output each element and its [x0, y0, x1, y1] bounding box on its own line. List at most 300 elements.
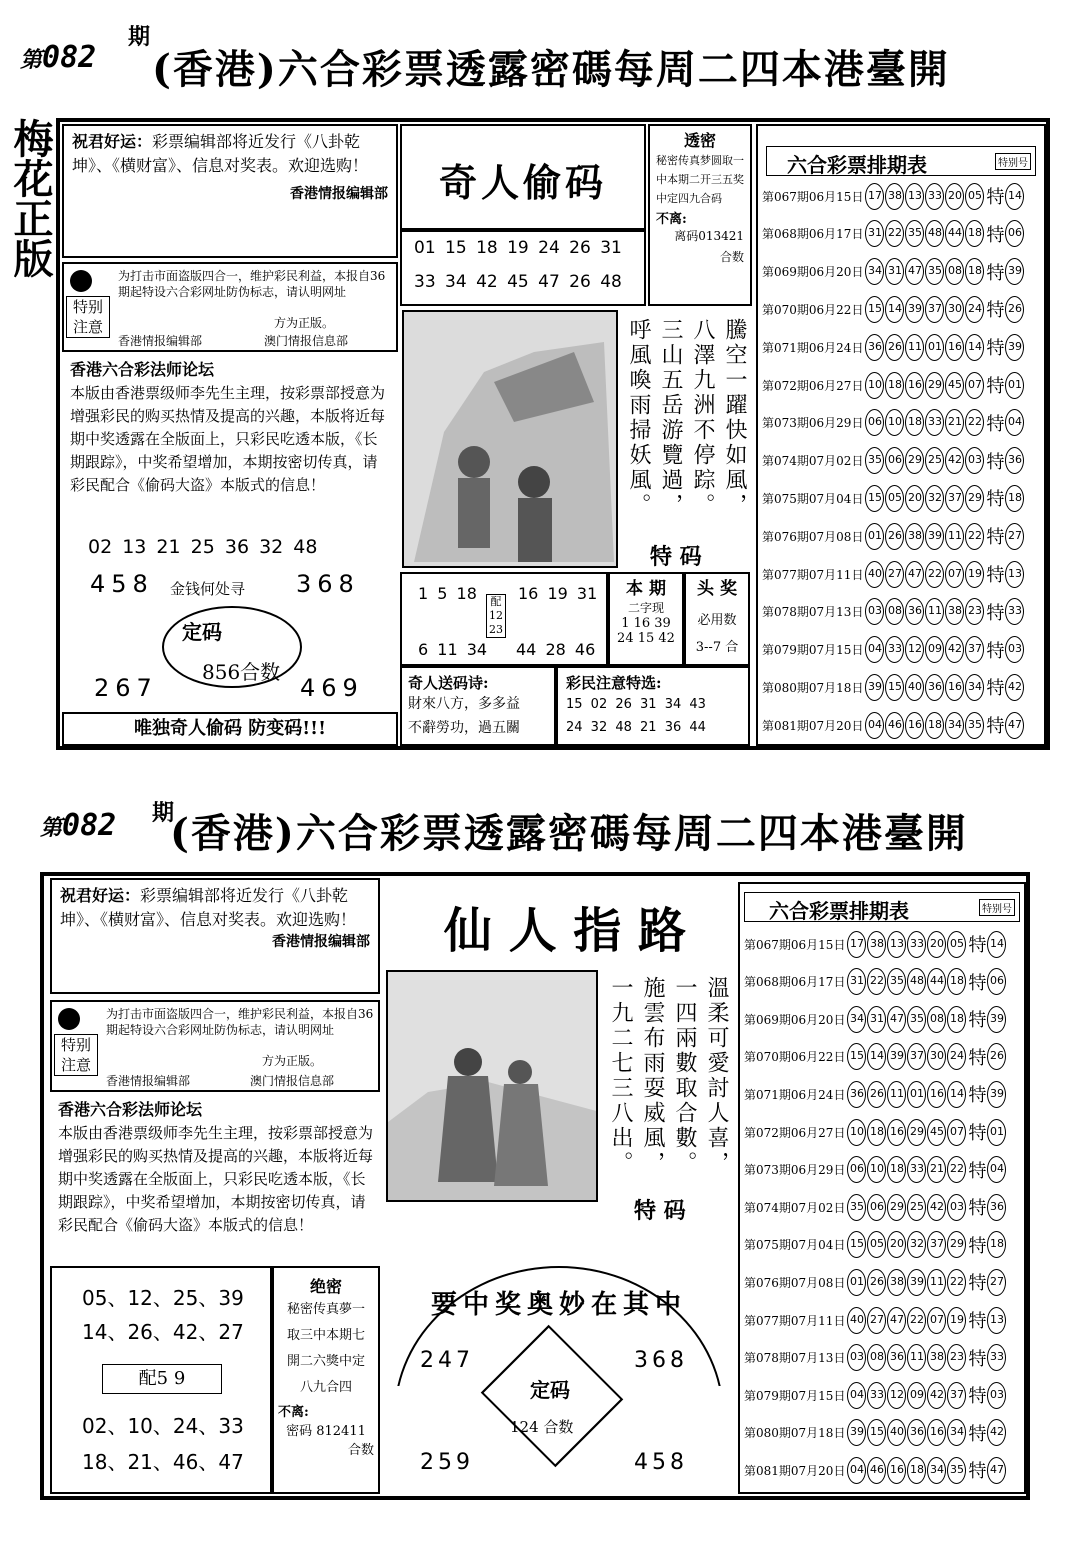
- special-marker: 特: [968, 1273, 987, 1295]
- pair-right-top: 16 19 31: [518, 584, 598, 603]
- special-number-ball: 01: [1005, 372, 1024, 399]
- special-marker: 特: [968, 972, 987, 994]
- number-ball: 40: [887, 1419, 906, 1446]
- number-ball: 47: [905, 561, 924, 588]
- number-ball: 21: [945, 409, 964, 436]
- schedule-row-label: 第075期07月04日: [762, 491, 864, 506]
- bottom-wheel-label: 定码: [530, 1378, 570, 1402]
- number-ball: 33: [907, 931, 926, 958]
- number-ball: 26: [885, 334, 904, 361]
- schedule-row: [744, 964, 1007, 1000]
- number-ball: 48: [907, 968, 926, 995]
- number-ball: 34: [927, 1457, 946, 1484]
- toumi-heshu: 合数: [719, 250, 744, 264]
- toumi-text: 秘密传真梦圆取一中本期二开三五奖中定四九合码: [656, 154, 744, 205]
- number-ball: 22: [965, 523, 984, 550]
- number-ball: 37: [947, 1382, 966, 1409]
- number-ball: 22: [907, 1307, 926, 1334]
- number-ball: 03: [865, 598, 884, 625]
- special-number-ball: 39: [1005, 258, 1024, 285]
- notice-signature: 香港情报编辑部: [290, 186, 388, 202]
- number-ball: 44: [945, 220, 964, 247]
- number-ball: 35: [847, 1194, 866, 1221]
- number-ball: 18: [885, 372, 904, 399]
- special-number-ball: 06: [1005, 220, 1024, 247]
- bottom-poem-col-3: 施雲布雨耍威風，: [640, 976, 665, 1176]
- number-ball: 37: [925, 296, 944, 323]
- bottom-wheel-bl: 259: [420, 1450, 474, 1475]
- special-number-ball: 27: [987, 1269, 1006, 1296]
- number-ball: 29: [965, 485, 984, 512]
- special-number-ball: 47: [1005, 712, 1024, 739]
- special-number-ball: 36: [1005, 447, 1024, 474]
- top-pair-box: [400, 572, 608, 666]
- schedule-row-label: 第080期07月18日: [744, 1426, 846, 1441]
- schedule-row: [744, 1302, 1007, 1338]
- bottom-schedule-title: 六合彩票排期表: [769, 899, 909, 923]
- number-ball: 42: [927, 1382, 946, 1409]
- number-ball: 07: [947, 1119, 966, 1146]
- special-number-ball: 26: [1005, 296, 1024, 323]
- number-ball: 38: [905, 523, 924, 550]
- number-ball: 15: [847, 1043, 866, 1070]
- pair-right-bot: 44 28 46: [516, 640, 596, 659]
- schedule-row: [762, 594, 1025, 630]
- number-ball: 15: [885, 674, 904, 701]
- bottom-wheel-tl: 247: [420, 1348, 474, 1373]
- juemi-l4: 八九合四: [299, 1380, 352, 1395]
- number-ball: 08: [885, 598, 904, 625]
- number-ball: 42: [927, 1194, 946, 1221]
- number-ball: 06: [847, 1156, 866, 1183]
- bottom-title: (香港)六合彩票透露密碼每周二四本港臺開: [170, 810, 968, 857]
- bottom-special-label: 特别注意: [54, 1034, 98, 1076]
- number-ball: 16: [945, 334, 964, 361]
- schedule-row-label: 第075期07月04日: [744, 1238, 846, 1253]
- special-marker: 特: [968, 1311, 987, 1332]
- number-ball: 34: [965, 674, 984, 701]
- special-number-ball: 01: [987, 1119, 1006, 1146]
- schedule-row: [744, 1340, 1007, 1376]
- sage-illustration-icon: [388, 972, 598, 1202]
- number-ball: 10: [867, 1156, 886, 1183]
- wheel-tr: 368: [296, 570, 360, 598]
- number-ball: 15: [865, 296, 884, 323]
- number-ball: 01: [865, 523, 884, 550]
- special-marker: 特: [968, 1461, 987, 1483]
- number-ball: 39: [925, 523, 944, 550]
- caimin-l2: 24 32 48 21 36 44: [566, 720, 706, 735]
- special-sig1: 香港情报编辑部: [118, 334, 203, 348]
- poem-col-2: 八澤九洲不停踪。: [690, 318, 715, 518]
- number-ball: 22: [925, 561, 944, 588]
- number-ball: 38: [945, 598, 964, 625]
- schedule-row-label: 第071期06月24日: [744, 1087, 846, 1102]
- top-schedule-header: [766, 146, 1036, 176]
- bottom-poem-col-2: 一四兩數取合數。: [672, 976, 697, 1176]
- number-ball: 36: [925, 674, 944, 701]
- schedule-row-label: 第073期06月29日: [762, 416, 864, 431]
- top-wheel: [70, 562, 400, 712]
- special-marker: 特: [968, 1085, 987, 1107]
- bottom-wheel-combo: 124 合数: [510, 1418, 574, 1436]
- benqi-title: 本 期: [626, 579, 666, 599]
- schedule-row: [744, 1377, 1007, 1413]
- number-ball: 31: [847, 968, 866, 995]
- number-ball: 07: [927, 1307, 946, 1334]
- number-ball: 31: [865, 220, 884, 247]
- poem-col-3: 三山五岳游覽過，: [658, 318, 683, 518]
- schedule-row-label: 第067期06月15日: [762, 189, 864, 204]
- special-number-ball: 39: [1005, 334, 1024, 361]
- number-ball: 03: [847, 1344, 866, 1371]
- number-ball: 11: [945, 523, 964, 550]
- bottom-poem-col-4: 一九二七三八出。: [608, 976, 633, 1176]
- top-illustration: [402, 310, 618, 568]
- number-ball: 29: [887, 1194, 906, 1221]
- top-benqi-box: [608, 572, 684, 666]
- schedule-row: [744, 1415, 1007, 1451]
- number-ball: 15: [865, 485, 884, 512]
- number-ball: 08: [867, 1344, 886, 1371]
- number-ball: 14: [947, 1081, 966, 1108]
- schedule-row: [762, 216, 1025, 252]
- schedule-row: [744, 1001, 1007, 1037]
- number-ball: 01: [925, 334, 944, 361]
- number-ball: 26: [867, 1081, 886, 1108]
- top-forum: [70, 358, 390, 497]
- special-marker: 特: [986, 640, 1005, 662]
- number-ball: 45: [945, 372, 964, 399]
- number-ball: 18: [965, 258, 984, 285]
- schedule-row: [762, 329, 1025, 365]
- number-ball: 07: [965, 372, 984, 399]
- schedule-row-label: 第070期06月22日: [744, 1050, 846, 1065]
- bottom-issue-suffix: 期: [152, 800, 175, 826]
- special-number-ball: 14: [987, 931, 1006, 958]
- special-number-ball: 03: [987, 1382, 1006, 1409]
- bottom-forum-text: 本版由香港票级师李先生主理，按彩票部授意为增强彩民的购买热情及提高的兴趣，本版将近每期中奖透露在全版面上，只彩民吃透本版，《长期跟踪》，中奖希望增加，本期按密切传真，请彩民配合《偷码大盗》本版式的信息！: [58, 1124, 374, 1234]
- number-ball: 32: [907, 1231, 926, 1258]
- schedule-row-label: 第070期06月22日: [762, 302, 864, 317]
- pair-mid: 配 12 23: [486, 594, 506, 638]
- number-ball: 01: [847, 1269, 866, 1296]
- number-ball: 29: [907, 1119, 926, 1146]
- number-ball: 35: [905, 220, 924, 247]
- number-ball: 39: [865, 674, 884, 701]
- special-number-ball: 06: [987, 968, 1006, 995]
- special-number-ball: 39: [987, 1081, 1006, 1108]
- schedule-row-label: 第073期06月29日: [744, 1163, 846, 1178]
- bottom-forum-heading: 香港六合彩法师论坛: [58, 1100, 203, 1119]
- schedule-row: [762, 291, 1025, 327]
- toujiang-sub: 必用数: [697, 613, 737, 628]
- number-ball: 05: [885, 485, 904, 512]
- number-ball: 40: [847, 1307, 866, 1334]
- number-ball: 35: [865, 447, 884, 474]
- top-footer: 唯独奇人偷码 防变码!!!: [62, 712, 398, 746]
- benqi-l1: 1 16 39: [621, 616, 671, 631]
- number-ball: 34: [847, 1006, 866, 1033]
- wheel-combo: 856合数: [202, 660, 281, 684]
- number-ball: 22: [947, 1156, 966, 1183]
- schedule-row-label: 第076期07月08日: [744, 1275, 846, 1290]
- top-toujiang-box: [684, 572, 750, 666]
- special-number-ball: 04: [987, 1156, 1006, 1183]
- schedule-row-label: 第074期07月02日: [744, 1200, 846, 1215]
- schedule-row-label: 第072期06月27日: [762, 378, 864, 393]
- schedule-row: [744, 1152, 1007, 1188]
- schedule-row: [762, 178, 1025, 214]
- number-ball: 30: [927, 1043, 946, 1070]
- number-ball: 18: [887, 1156, 906, 1183]
- special-number-ball: 26: [987, 1043, 1006, 1070]
- number-ball: 27: [885, 561, 904, 588]
- bomb-icon: [70, 270, 92, 292]
- special-number-ball: 42: [987, 1419, 1006, 1446]
- schedule-row-label: 第077期07月11日: [744, 1313, 846, 1328]
- number-ball: 45: [927, 1119, 946, 1146]
- number-ball: 11: [927, 1269, 946, 1296]
- juemi-buli: 不离:: [278, 1405, 309, 1420]
- top-center-title-box: [400, 124, 646, 230]
- special-marker: 特: [968, 1123, 987, 1144]
- top-special-box: [62, 262, 398, 352]
- number-ball: 47: [887, 1006, 906, 1033]
- number-ball: 01: [907, 1081, 926, 1108]
- songma-title: 奇人送码诗:: [408, 674, 489, 692]
- schedule-row-label: 第081期07月20日: [744, 1463, 846, 1478]
- number-ball: 12: [887, 1382, 906, 1409]
- number-ball: 14: [867, 1043, 886, 1070]
- number-ball: 14: [885, 296, 904, 323]
- number-ball: 48: [925, 220, 944, 247]
- bottom-center-title: 仙 人 指 路: [443, 903, 687, 959]
- number-ball: 14: [965, 334, 984, 361]
- juemi-heading: 绝密: [309, 1277, 342, 1296]
- caimin-title: 彩民注意特选:: [566, 674, 662, 692]
- bottom-illustration: [386, 970, 598, 1202]
- number-ball: 13: [887, 931, 906, 958]
- special-marker: 特: [968, 1235, 987, 1257]
- number-ball: 39: [847, 1419, 866, 1446]
- number-ball: 06: [867, 1194, 886, 1221]
- number-ball: 20: [927, 931, 946, 958]
- number-ball: 40: [865, 561, 884, 588]
- special-marker: 特: [986, 678, 1005, 700]
- number-ball: 29: [947, 1231, 966, 1258]
- number-ball: 33: [867, 1382, 886, 1409]
- number-ball: 36: [865, 334, 884, 361]
- number-ball: 32: [925, 485, 944, 512]
- top-poem: [620, 318, 748, 546]
- wheel-tl: 458: [90, 570, 154, 598]
- number-ball: 33: [925, 409, 944, 436]
- bottom-bomb-icon: [58, 1008, 80, 1030]
- juemi-l2: 取三中本期七: [286, 1328, 365, 1343]
- special-number-ball: 13: [1005, 561, 1024, 588]
- special-marker: 特: [986, 489, 1005, 511]
- number-ball: 47: [905, 258, 924, 285]
- number-ball: 26: [867, 1269, 886, 1296]
- top-songma-box: [400, 666, 556, 746]
- special-number-ball: 14: [1005, 183, 1024, 210]
- number-ball: 11: [925, 598, 944, 625]
- special-number-ball: 36: [987, 1194, 1006, 1221]
- number-ball: 26: [885, 523, 904, 550]
- number-ball: 17: [865, 183, 884, 210]
- number-ball: 16: [927, 1419, 946, 1446]
- bottom-special-sig2: 澳门情报信息部: [250, 1074, 335, 1088]
- bottom-forum: [58, 1098, 378, 1237]
- number-ball: 20: [887, 1231, 906, 1258]
- special-number-ball: 18: [987, 1231, 1006, 1258]
- number-ball: 16: [945, 674, 964, 701]
- number-ball: 39: [887, 1043, 906, 1070]
- top-issue-suffix: 期: [128, 24, 151, 50]
- schedule-row-label: 第076期07月08日: [762, 529, 864, 544]
- number-ball: 34: [865, 258, 884, 285]
- juemi-l1: 秘密传真夢一: [286, 1302, 365, 1317]
- schedule-row-label: 第079期07月15日: [762, 643, 864, 658]
- schedule-row: [762, 480, 1025, 516]
- number-ball: 23: [965, 598, 984, 625]
- schedule-row-label: 第077期07月11日: [762, 567, 864, 582]
- wheel-label: 定码: [182, 620, 222, 644]
- special-marker: 特: [968, 1047, 987, 1069]
- notice-text: 彩票编辑部将近发行《八卦乾坤》、《横财富》、信息对奖表。欢迎选购！: [72, 132, 369, 175]
- number-ball: 06: [885, 447, 904, 474]
- special-marker: 特: [986, 413, 1005, 435]
- top-notice-box: [62, 124, 398, 258]
- bottom-schedule-special-label: 特别号: [979, 899, 1015, 916]
- schedule-row: [762, 367, 1025, 403]
- number-ball: 18: [947, 1006, 966, 1033]
- top-center-nums-box: [400, 230, 646, 306]
- number-ball: 10: [847, 1119, 866, 1146]
- special-number-ball: 04: [1005, 409, 1024, 436]
- special-marker: 特: [968, 1386, 987, 1408]
- number-ball: 29: [925, 372, 944, 399]
- special-marker: 特: [968, 1198, 987, 1220]
- number-ball: 31: [885, 258, 904, 285]
- number-ball: 10: [885, 409, 904, 436]
- number-ball: 06: [865, 409, 884, 436]
- number-ball: 10: [865, 372, 884, 399]
- special-number-ball: 47: [987, 1457, 1006, 1484]
- toujiang-range: 3--7 合: [695, 640, 739, 655]
- top-issue: 第082: [20, 40, 97, 75]
- number-ball: 38: [867, 931, 886, 958]
- number-ball: 35: [925, 258, 944, 285]
- schedule-row-label: 第069期06月20日: [744, 1012, 846, 1027]
- number-ball: 11: [907, 1344, 926, 1371]
- special-line2: 方为正版。: [274, 316, 335, 330]
- number-ball: 27: [867, 1307, 886, 1334]
- special-number-ball: 39: [987, 1006, 1006, 1033]
- number-ball: 09: [925, 636, 944, 663]
- number-ball: 37: [965, 636, 984, 663]
- bottom-special-sig1: 香港情报编辑部: [106, 1074, 191, 1088]
- forum-heading: 香港六合彩法师论坛: [70, 360, 215, 379]
- number-ball: 18: [925, 712, 944, 739]
- number-ball: 18: [905, 409, 924, 436]
- number-ball: 13: [905, 183, 924, 210]
- number-ball: 04: [865, 712, 884, 739]
- number-ball: 39: [907, 1269, 926, 1296]
- number-ball: 34: [945, 712, 964, 739]
- bottom-special-text: 为打击市面盗版四合一，维护彩民利益，本报自36期起特设六合彩网址防伪标志，请认明网址: [106, 1007, 374, 1037]
- special-marker: 特: [968, 1010, 987, 1032]
- bottom-issue: 第082: [40, 808, 117, 843]
- number-ball: 25: [907, 1194, 926, 1221]
- number-ball: 46: [885, 712, 904, 739]
- number-ball: 05: [965, 183, 984, 210]
- schedule-row-label: 第078期07月13日: [744, 1351, 846, 1366]
- number-ball: 03: [965, 447, 984, 474]
- special-marker: 特: [986, 338, 1005, 360]
- special-number-ball: 03: [1005, 636, 1024, 663]
- number-ball: 22: [867, 968, 886, 995]
- schedule-special-label: 特别号: [995, 153, 1031, 170]
- number-ball: 16: [927, 1081, 946, 1108]
- bottom-schedule-header: [744, 892, 1020, 922]
- number-ball: 37: [927, 1231, 946, 1258]
- number-ball: 24: [947, 1043, 966, 1070]
- bottom-poem-col-1: 溫柔可愛討人喜，: [704, 976, 729, 1176]
- top-schedule: [756, 124, 1046, 746]
- number-ball: 36: [887, 1344, 906, 1371]
- number-ball: 15: [867, 1419, 886, 1446]
- warriors-illustration-icon: [404, 312, 618, 568]
- bottom-wheel-tr: 368: [634, 1348, 688, 1373]
- schedule-row-label: 第080期07月18日: [762, 680, 864, 695]
- schedule-row: [762, 518, 1025, 554]
- schedule-row: [762, 556, 1025, 592]
- top-toumi-box: [648, 124, 752, 306]
- set1-l1: 05、12、25、39: [82, 1286, 244, 1310]
- schedule-row: [762, 707, 1025, 743]
- number-ball: 16: [887, 1119, 906, 1146]
- pei-box: 配5 9: [102, 1364, 222, 1394]
- special-marker: 特: [986, 451, 1005, 473]
- number-ball: 36: [907, 1419, 926, 1446]
- schedule-row-label: 第078期07月13日: [762, 605, 864, 620]
- special-number-ball: 27: [1005, 523, 1024, 550]
- set2-l2: 18、21、46、47: [82, 1450, 244, 1474]
- special-marker: 特: [986, 565, 1005, 586]
- number-ball: 25: [925, 447, 944, 474]
- special-label: 特别注意: [66, 296, 110, 338]
- number-ball: 08: [945, 258, 964, 285]
- number-ball: 04: [865, 636, 884, 663]
- special-marker: 特: [986, 376, 1005, 397]
- bottom-notice-text: 彩票编辑部将近发行《八卦乾坤》、《横财富》、信息对奖表。欢迎选购！: [60, 886, 357, 929]
- number-ball: 36: [847, 1081, 866, 1108]
- schedule-row: [744, 1076, 1007, 1112]
- number-ball: 19: [965, 561, 984, 588]
- juemi-l3: 開二六獎中定: [286, 1354, 365, 1369]
- schedule-row: [762, 254, 1025, 290]
- special-marker: 特: [986, 602, 1005, 624]
- top-center-nums1: 01 15 18 19 24 26 31: [414, 238, 622, 258]
- special-marker: 特: [968, 1160, 987, 1182]
- number-ball: 20: [945, 183, 964, 210]
- bottom-special-box: [50, 1000, 380, 1092]
- number-ball: 20: [905, 485, 924, 512]
- number-ball: 15: [847, 1231, 866, 1258]
- schedule-row-label: 第071期06月24日: [762, 340, 864, 355]
